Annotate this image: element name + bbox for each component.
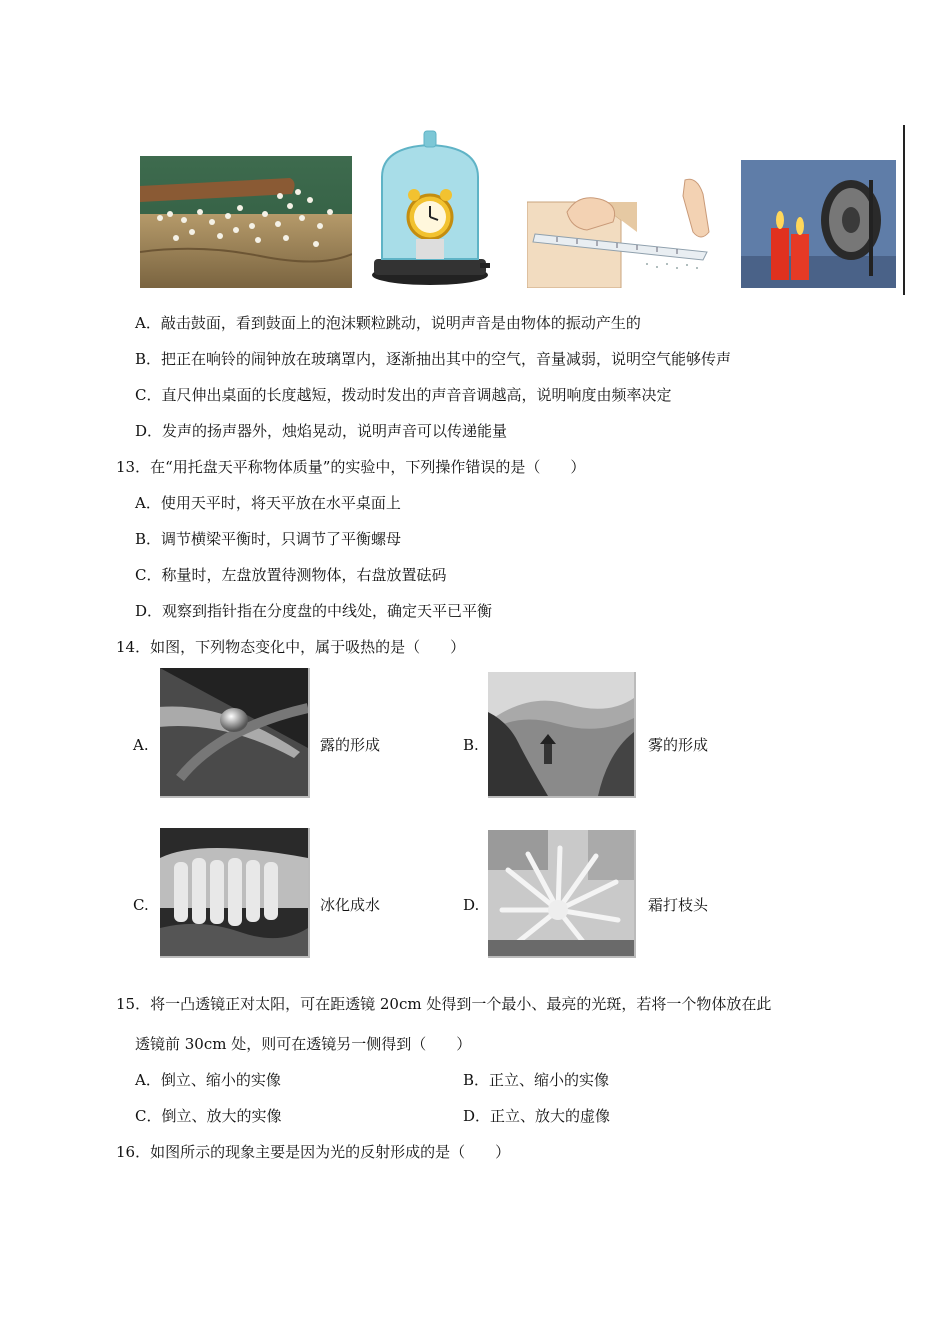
q15-option-d[interactable]: D．正立、放大的虚像 bbox=[463, 1107, 611, 1125]
q14-option-c-letter[interactable]: C. bbox=[133, 896, 149, 914]
ruler-on-table-image bbox=[527, 172, 727, 288]
q15-stem-line2: 透镜前 30cm 处，则可在透镜另一侧得到（ ） bbox=[135, 1035, 472, 1053]
q13-option-a[interactable]: A．使用天平时，将天平放在水平桌面上 bbox=[135, 494, 401, 512]
drum-foam-photo bbox=[140, 156, 352, 288]
q15-option-c[interactable]: C．倒立、放大的实像 bbox=[135, 1107, 282, 1125]
bell-jar-alarm-clock-image bbox=[368, 127, 494, 287]
q14-option-a-letter[interactable]: A. bbox=[133, 736, 149, 754]
q13-option-d[interactable]: D．观察到指针指在分度盘的中线处，确定天平已平衡 bbox=[135, 602, 493, 620]
fog-photo bbox=[488, 672, 636, 798]
q15-stem-line1: 15．将一凸透镜正对太阳，可在距透镜 20cm 处得到一个最小、最亮的光斑，若将一个物体放在此 bbox=[116, 995, 772, 1013]
q15-option-a[interactable]: A．倒立、缩小的实像 bbox=[135, 1071, 281, 1089]
margin-rule bbox=[903, 125, 905, 295]
q12-option-d[interactable]: D．发声的扬声器外，烛焰晃动，说明声音可以传递能量 bbox=[135, 422, 508, 440]
ice-melting-photo bbox=[160, 828, 310, 958]
q13-stem: 13．在“用托盘天平称物体质量”的实验中，下列操作错误的是（ ） bbox=[116, 458, 586, 476]
q14-option-d-letter[interactable]: D. bbox=[463, 896, 480, 914]
q16-stem: 16．如图所示的现象主要是因为光的反射形成的是（ ） bbox=[116, 1143, 511, 1161]
frost-branch-photo bbox=[488, 830, 636, 958]
q14-option-b-letter[interactable]: B. bbox=[463, 736, 479, 754]
q14-option-a-caption: 露的形成 bbox=[320, 736, 381, 754]
q14-stem: 14．如图，下列物态变化中，属于吸热的是（ ） bbox=[116, 638, 466, 656]
speaker-candle-photo bbox=[741, 160, 896, 288]
dew-drop-photo bbox=[160, 668, 310, 798]
q12-option-b[interactable]: B．把正在响铃的闹钟放在玻璃罩内，逐渐抽出其中的空气，音量减弱，说明空气能够传声 bbox=[135, 350, 732, 368]
q15-option-b[interactable]: B．正立、缩小的实像 bbox=[463, 1071, 610, 1089]
q13-option-b[interactable]: B．调节横梁平衡时，只调节了平衡螺母 bbox=[135, 530, 402, 548]
q14-option-d-caption: 霜打枝头 bbox=[648, 896, 709, 914]
q12-option-c[interactable]: C．直尺伸出桌面的长度越短，拨动时发出的声音音调越高，说明响度由频率决定 bbox=[135, 386, 672, 404]
q14-option-b-caption: 雾的形成 bbox=[648, 736, 709, 754]
q13-option-c[interactable]: C．称量时，左盘放置待测物体，右盘放置砝码 bbox=[135, 566, 447, 584]
q12-option-a[interactable]: A．敲击鼓面，看到鼓面上的泡沫颗粒跳动，说明声音是由物体的振动产生的 bbox=[135, 314, 641, 332]
q14-option-c-caption: 冰化成水 bbox=[320, 896, 381, 914]
